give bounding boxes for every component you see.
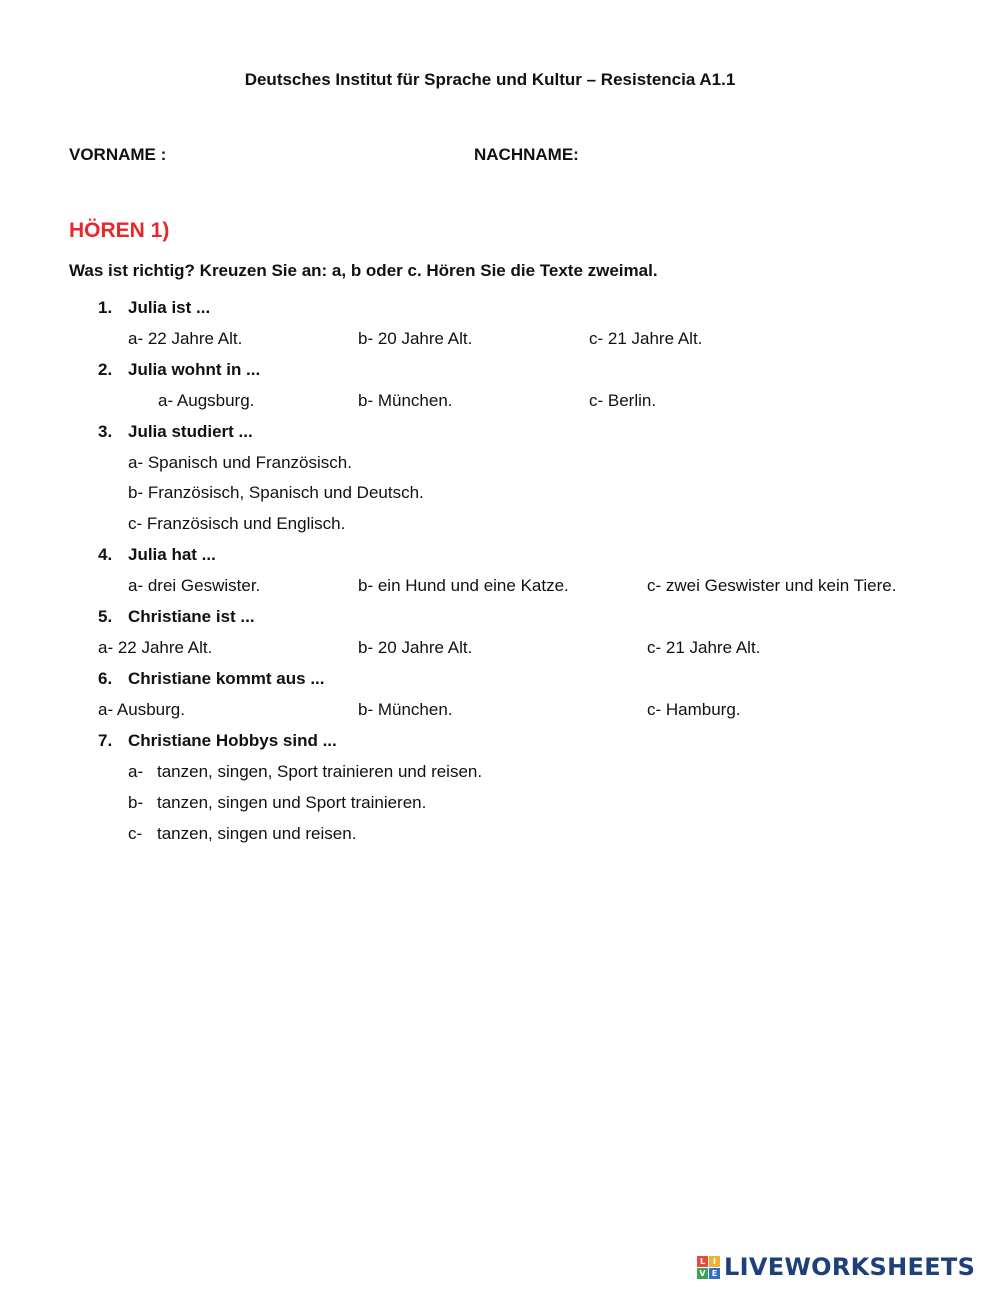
logo-mark-letter: I — [709, 1256, 720, 1267]
question-text: Julia ist ... — [128, 298, 211, 317]
option-b[interactable]: b- ein Hund und eine Katze. — [358, 576, 569, 595]
option-c[interactable]: c- Berlin. — [589, 391, 657, 410]
option-a[interactable]: a- drei Geswister. — [128, 576, 261, 595]
option-a[interactable]: a- Augsburg. — [158, 391, 255, 410]
question-number: 6. — [98, 669, 113, 688]
document-title: Deutsches Institut für Sprache und Kultur – Resistencia A1.1 — [244, 70, 736, 89]
option-a[interactable]: tanzen, singen, Sport trainieren und reisen. — [157, 762, 483, 781]
vorname-label: VORNAME : — [69, 145, 167, 164]
option-b[interactable]: b- 20 Jahre Alt. — [358, 638, 473, 657]
nachname-label: NACHNAME: — [474, 145, 579, 164]
option-a[interactable]: a- Spanisch und Französisch. — [128, 453, 352, 472]
option-b[interactable]: b- München. — [358, 391, 453, 410]
question-number: 5. — [98, 607, 113, 626]
logo-mark-letter: E — [709, 1268, 720, 1279]
logo-mark-icon — [697, 1256, 720, 1279]
option-c[interactable]: c- zwei Geswister und kein Tiere. — [647, 576, 897, 595]
option-a[interactable]: a- Ausburg. — [98, 700, 185, 719]
question-text: Christiane kommt aus ... — [128, 669, 325, 688]
liveworksheets-logo — [697, 1253, 975, 1281]
option-b[interactable]: b- Französisch, Spanisch und Deutsch. — [128, 483, 424, 502]
question-text: Julia hat ... — [128, 545, 216, 564]
instruction-text: Was ist richtig? Kreuzen Sie an: a, b oder c. Hören Sie die Texte zweimal. — [69, 261, 658, 280]
option-letter: a- — [128, 762, 144, 781]
question-text: Julia wohnt in ... — [128, 360, 261, 379]
logo-text: LIVEWORKSHEETS — [724, 1253, 976, 1281]
logo-mark-letter: V — [697, 1268, 708, 1279]
option-a[interactable]: a- 22 Jahre Alt. — [128, 329, 243, 348]
question-number: 2. — [98, 360, 113, 379]
option-c[interactable]: c- 21 Jahre Alt. — [647, 638, 761, 657]
question-number: 7. — [98, 731, 113, 750]
question-number: 3. — [98, 422, 113, 441]
option-c[interactable]: c- Französisch und Englisch. — [128, 514, 346, 533]
option-c[interactable]: tanzen, singen und reisen. — [157, 824, 357, 843]
option-b[interactable]: tanzen, singen und Sport trainieren. — [157, 793, 427, 812]
logo-mark-letter: L — [697, 1256, 708, 1267]
question-number: 4. — [98, 545, 113, 564]
section-title: HÖREN 1) — [69, 219, 170, 242]
option-b[interactable]: b- München. — [358, 700, 453, 719]
option-b[interactable]: b- 20 Jahre Alt. — [358, 329, 473, 348]
question-text: Julia studiert ... — [128, 422, 253, 441]
question-number: 1. — [98, 298, 113, 317]
question-text: Christiane ist ... — [128, 607, 255, 626]
option-c[interactable]: c- 21 Jahre Alt. — [589, 329, 703, 348]
option-letter: c- — [128, 824, 143, 843]
question-text: Christiane Hobbys sind ... — [128, 731, 337, 750]
option-c[interactable]: c- Hamburg. — [647, 700, 741, 719]
option-a[interactable]: a- 22 Jahre Alt. — [98, 638, 213, 657]
option-letter: b- — [128, 793, 144, 812]
